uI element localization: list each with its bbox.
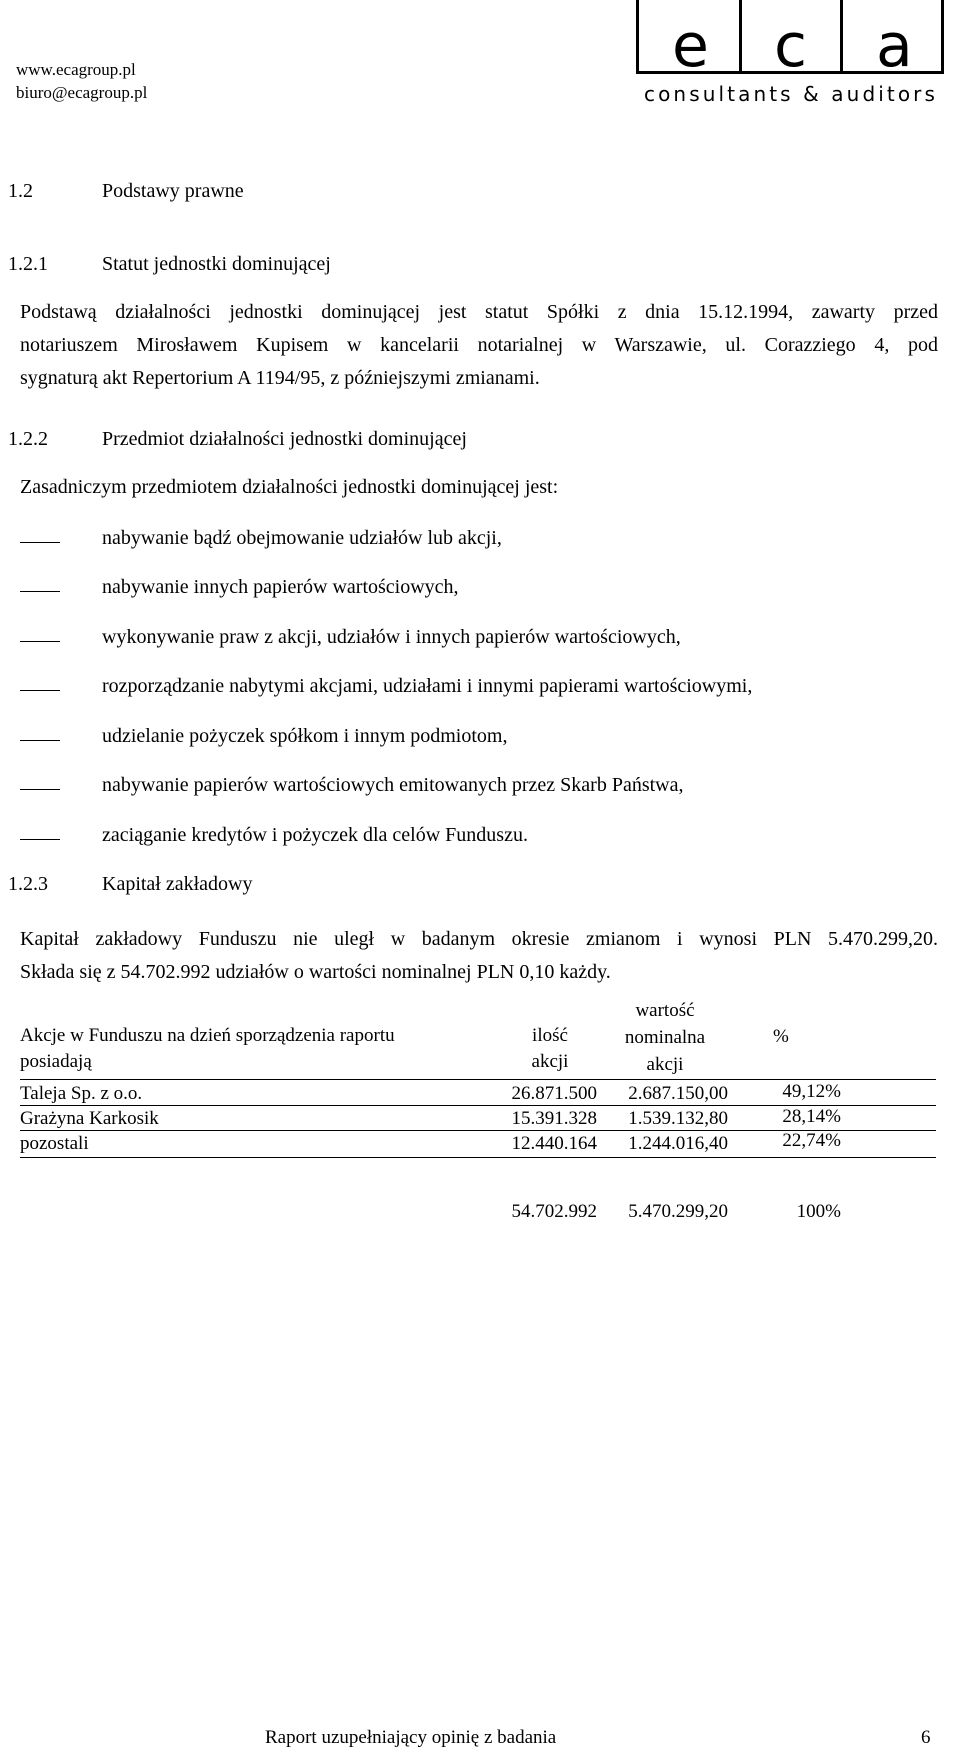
list-item: nabywanie papierów wartościowych emitowanych przez Skarb Państwa, <box>102 774 684 796</box>
table-row-nominal: 1.539.132,80 <box>628 1108 728 1129</box>
table-total-nominal: 5.470.299,20 <box>628 1201 728 1222</box>
table-rule <box>20 1157 936 1158</box>
email-link[interactable]: biuro@ecagroup.pl <box>16 83 148 102</box>
list-item: nabywanie innych papierów wartościowych, <box>102 576 459 598</box>
sub2-intro: Zasadniczym przedmiotem działalności jednostki dominującej jest: <box>20 476 559 498</box>
table-header-qty-line2: akcji <box>531 1051 569 1072</box>
table-row-name: Grażyna Karkosik <box>20 1108 159 1129</box>
list-item: udzielanie pożyczek spółkom i innym podmiotom, <box>102 725 508 747</box>
sub1-line-2: notariuszem Mirosławem Kupisem w kancelarii notarialnej w Warszawie, ul. Corazziego 4, pod <box>20 334 938 356</box>
footer-title: Raport uzupełniający opinię z badania <box>265 1727 557 1748</box>
table-total-qty: 54.702.992 <box>511 1201 597 1222</box>
list-dash <box>20 690 60 691</box>
table-row-qty: 12.440.164 <box>511 1133 597 1154</box>
sub1-number: 1.2.1 <box>8 253 48 275</box>
sub2-number: 1.2.2 <box>8 428 48 450</box>
table-header-qty-line1: ilość <box>532 1025 568 1046</box>
table-row-qty: 15.391.328 <box>511 1108 597 1129</box>
list-item: wykonywanie praw z akcji, udziałów i innych papierów wartościowych, <box>102 626 681 648</box>
sub3-title: Kapitał zakładowy <box>102 873 253 895</box>
table-row-name: pozostali <box>20 1133 89 1154</box>
list-dash <box>20 789 60 790</box>
sub2-title: Przedmiot działalności jednostki dominującej <box>102 428 467 450</box>
section-title: Podstawy prawne <box>102 180 244 202</box>
list-item: rozporządzanie nabytymi akcjami, udziałami i innymi papierami wartościowymi, <box>102 675 753 697</box>
sub1-line-3: sygnaturą akt Repertorium A 1194/95, z późniejszymi zmianami. <box>20 367 540 389</box>
table-header-pct: % <box>773 1026 789 1047</box>
list-dash <box>20 839 60 840</box>
logo-tagline: consultants & auditors <box>644 82 939 106</box>
sub3-number: 1.2.3 <box>8 873 48 895</box>
section-number: 1.2 <box>8 180 33 202</box>
eca-logo <box>636 0 946 108</box>
list-dash <box>20 591 60 592</box>
table-header-nominal-line2: nominalna <box>624 1027 706 1048</box>
sub1-line-1: Podstawą działalności jednostki dominującej jest statut Spółki z dnia 15.12.1994, zawarty przed <box>20 301 938 323</box>
sub1-title: Statut jednostki dominującej <box>102 253 331 275</box>
list-dash <box>20 641 60 642</box>
table-rule <box>20 1079 936 1080</box>
table-row-qty: 26.871.500 <box>511 1083 597 1104</box>
table-row-pct: 22,74% <box>782 1130 841 1151</box>
list-dash <box>20 740 60 741</box>
table-row-pct: 49,12% <box>782 1081 841 1102</box>
table-header-nominal-line3: akcji <box>646 1054 684 1075</box>
sub3-line-1: Kapitał zakładowy Funduszu nie uległ w badanym okresie zmianom i wynosi PLN 5.470.299,20. <box>20 928 938 950</box>
table-total-pct: 100% <box>796 1201 841 1222</box>
page-number: 6 <box>921 1727 931 1748</box>
list-item: zaciąganie kredytów i pożyczek dla celów Funduszu. <box>102 824 528 846</box>
list-item: nabywanie bądź obejmowanie udziałów lub akcji, <box>102 527 502 549</box>
table-header-holder-line1: Akcje w Funduszu na dzień sporządzenia raportu <box>20 1025 395 1046</box>
sub3-line-2: Składa się z 54.702.992 udziałów o wartości nominalnej PLN 0,10 każdy. <box>20 961 611 983</box>
table-row-nominal: 2.687.150,00 <box>628 1083 728 1104</box>
logo-letter-a: a <box>876 11 913 81</box>
logo-letter-e: e <box>672 11 709 81</box>
list-dash <box>20 542 60 543</box>
logo-letter-c: c <box>774 11 807 81</box>
table-row-pct: 28,14% <box>782 1106 841 1127</box>
table-row-name: Taleja Sp. z o.o. <box>20 1083 143 1104</box>
table-header-nominal-line1: wartość <box>635 1000 695 1021</box>
table-row-nominal: 1.244.016,40 <box>628 1133 728 1154</box>
table-header-holder-line2: posiadają <box>20 1051 92 1072</box>
website-link[interactable]: www.ecagroup.pl <box>16 60 136 79</box>
